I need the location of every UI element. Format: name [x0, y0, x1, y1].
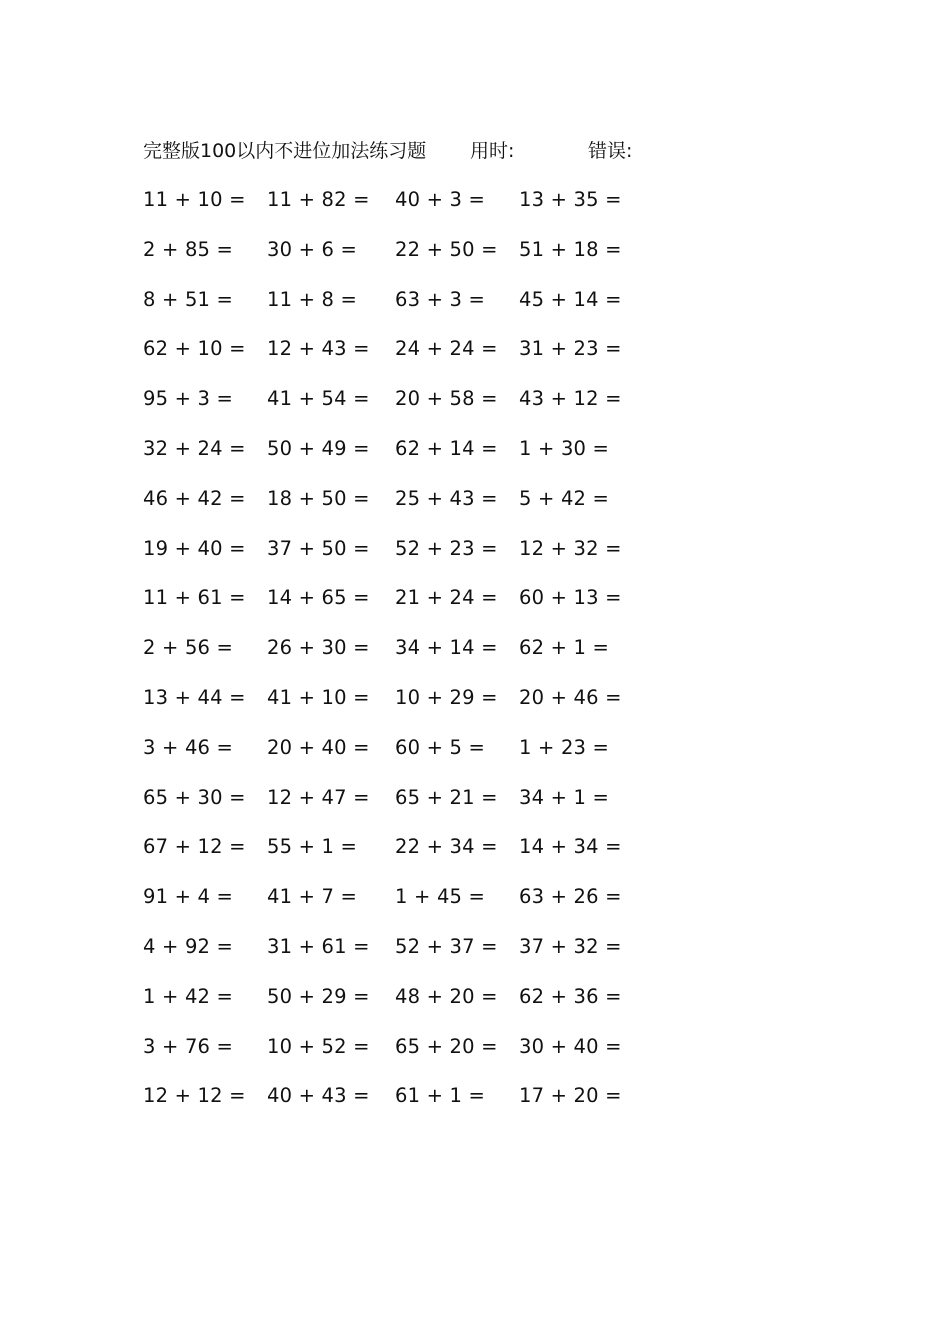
problem-row	[143, 534, 643, 584]
addition-problem: 4 + 92 =	[143, 934, 234, 958]
problem-row	[143, 733, 643, 783]
problem-row	[143, 982, 643, 1032]
addition-problem: 12 + 12 =	[143, 1084, 246, 1108]
addition-problem: 40 + 43 =	[267, 1084, 370, 1108]
addition-problem: 41 + 10 =	[267, 685, 370, 709]
addition-problem: 62 + 10 =	[143, 337, 246, 361]
addition-problem: 34 + 1 =	[519, 785, 610, 809]
addition-problem: 19 + 40 =	[143, 536, 246, 560]
addition-problem: 1 + 23 =	[519, 735, 610, 759]
addition-problem: 8 + 51 =	[143, 287, 234, 311]
addition-problem: 30 + 40 =	[519, 1034, 622, 1058]
addition-problem: 65 + 21 =	[395, 785, 498, 809]
addition-problem: 20 + 58 =	[395, 387, 498, 411]
worksheet-title: 完整版100以内不进位加法练习题	[143, 140, 427, 162]
addition-problem: 34 + 14 =	[395, 636, 498, 660]
addition-problem: 41 + 54 =	[267, 387, 370, 411]
problem-row	[143, 434, 643, 484]
addition-problem: 18 + 50 =	[267, 486, 370, 510]
problem-row	[143, 1081, 643, 1131]
addition-problem: 62 + 14 =	[395, 436, 498, 460]
addition-problem: 62 + 36 =	[519, 984, 622, 1008]
addition-problem: 22 + 50 =	[395, 237, 498, 261]
addition-problem: 63 + 3 =	[395, 287, 486, 311]
addition-problem: 2 + 85 =	[143, 237, 234, 261]
addition-problem: 65 + 30 =	[143, 785, 246, 809]
addition-problem: 60 + 13 =	[519, 586, 622, 610]
problem-row	[143, 832, 643, 882]
addition-problem: 32 + 24 =	[143, 436, 246, 460]
addition-problem: 67 + 12 =	[143, 835, 246, 859]
addition-problem: 40 + 3 =	[395, 188, 486, 211]
addition-problem: 12 + 32 =	[519, 536, 622, 560]
problem-row	[143, 932, 643, 982]
problem-row	[143, 185, 643, 235]
addition-problem: 12 + 43 =	[267, 337, 370, 361]
addition-problem: 10 + 29 =	[395, 685, 498, 709]
addition-problem: 61 + 1 =	[395, 1084, 486, 1108]
addition-problem: 63 + 26 =	[519, 885, 622, 909]
addition-problem: 25 + 43 =	[395, 486, 498, 510]
addition-problem: 31 + 61 =	[267, 934, 370, 958]
addition-problem: 20 + 46 =	[519, 685, 622, 709]
addition-problem: 41 + 7 =	[267, 885, 358, 909]
addition-problem: 30 + 6 =	[267, 237, 358, 261]
addition-problem: 13 + 44 =	[143, 685, 246, 709]
problem-row	[143, 285, 643, 335]
addition-problem: 3 + 76 =	[143, 1034, 234, 1058]
addition-problem: 26 + 30 =	[267, 636, 370, 660]
addition-problem: 62 + 1 =	[519, 636, 610, 660]
addition-problem: 14 + 65 =	[267, 586, 370, 610]
addition-problem: 3 + 46 =	[143, 735, 234, 759]
time-label: 用时:	[470, 140, 515, 162]
addition-problem: 52 + 23 =	[395, 536, 498, 560]
addition-problem: 11 + 8 =	[267, 287, 358, 311]
problem-row	[143, 384, 643, 434]
addition-problem: 45 + 14 =	[519, 287, 622, 311]
addition-problem: 21 + 24 =	[395, 586, 498, 610]
problem-row	[143, 683, 643, 733]
addition-problem: 51 + 18 =	[519, 237, 622, 261]
addition-problem: 50 + 49 =	[267, 436, 370, 460]
problem-row	[143, 633, 643, 683]
problem-grid	[143, 185, 643, 1131]
errors-label: 错误:	[588, 140, 633, 162]
addition-problem: 46 + 42 =	[143, 486, 246, 510]
problem-row	[143, 882, 643, 932]
addition-problem: 91 + 4 =	[143, 885, 234, 909]
problem-row	[143, 484, 643, 534]
addition-problem: 11 + 82 =	[267, 188, 370, 211]
addition-problem: 65 + 20 =	[395, 1034, 498, 1058]
problem-row	[143, 235, 643, 285]
addition-problem: 13 + 35 =	[519, 188, 622, 211]
addition-problem: 11 + 61 =	[143, 586, 246, 610]
addition-problem: 20 + 40 =	[267, 735, 370, 759]
addition-problem: 31 + 23 =	[519, 337, 622, 361]
addition-problem: 11 + 10 =	[143, 188, 246, 211]
problem-row	[143, 334, 643, 384]
addition-problem: 5 + 42 =	[519, 486, 610, 510]
addition-problem: 95 + 3 =	[143, 387, 234, 411]
addition-problem: 10 + 52 =	[267, 1034, 370, 1058]
problem-row	[143, 1032, 643, 1082]
addition-problem: 37 + 32 =	[519, 934, 622, 958]
addition-problem: 22 + 34 =	[395, 835, 498, 859]
addition-problem: 60 + 5 =	[395, 735, 486, 759]
addition-problem: 48 + 20 =	[395, 984, 498, 1008]
addition-problem: 12 + 47 =	[267, 785, 370, 809]
addition-problem: 1 + 45 =	[395, 885, 486, 909]
addition-problem: 37 + 50 =	[267, 536, 370, 560]
problem-row	[143, 583, 643, 633]
addition-problem: 1 + 42 =	[143, 984, 234, 1008]
addition-problem: 52 + 37 =	[395, 934, 498, 958]
problem-row	[143, 783, 643, 833]
addition-problem: 17 + 20 =	[519, 1084, 622, 1108]
addition-problem: 1 + 30 =	[519, 436, 610, 460]
addition-problem: 14 + 34 =	[519, 835, 622, 859]
addition-problem: 24 + 24 =	[395, 337, 498, 361]
addition-problem: 50 + 29 =	[267, 984, 370, 1008]
addition-problem: 2 + 56 =	[143, 636, 234, 660]
addition-problem: 43 + 12 =	[519, 387, 622, 411]
addition-problem: 55 + 1 =	[267, 835, 358, 859]
